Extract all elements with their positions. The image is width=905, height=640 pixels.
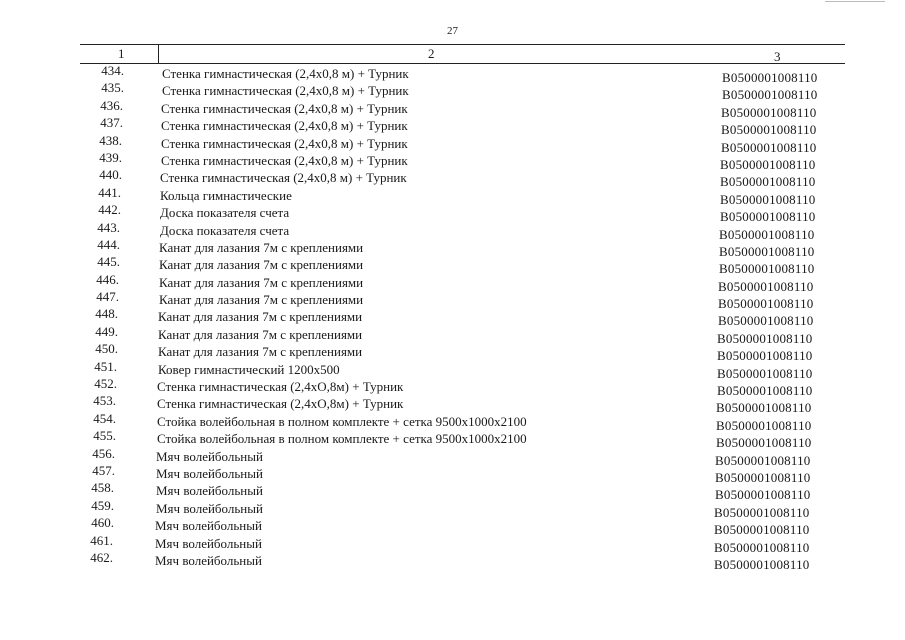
column-header-2: 2 — [428, 46, 435, 61]
row-number: 437. — [100, 115, 123, 131]
column-divider — [158, 45, 159, 63]
item-name: Мяч волейбольный — [156, 465, 263, 481]
table-row — [0, 79, 905, 103]
item-code: B0500001008110 — [715, 452, 811, 468]
table-row — [0, 219, 905, 242]
item-name: Мяч волейбольный — [155, 552, 262, 568]
column-header-3: 3 — [774, 49, 781, 64]
row-number: 434. — [101, 63, 124, 78]
item-name: Канат для лазания 7м с креплениями — [158, 309, 363, 325]
item-code: B0500001008110 — [720, 156, 816, 172]
table-row — [0, 253, 905, 277]
item-code: B0500001008110 — [721, 139, 817, 155]
row-number: 451. — [94, 358, 117, 374]
item-name: Стенка гимнастическая (2,4х0,8 м) + Турник — [161, 118, 408, 134]
table-row — [0, 305, 905, 329]
item-code: B0500001008110 — [717, 365, 813, 381]
row-number: 459. — [91, 497, 114, 513]
item-code: B0500001008110 — [719, 226, 815, 242]
item-name: Мяч волейбольный — [156, 483, 263, 499]
item-code: B0500001008110 — [718, 313, 814, 329]
table-row — [0, 149, 905, 172]
item-code: B0500001008110 — [714, 504, 810, 520]
table-row — [0, 549, 905, 572]
row-number: 460. — [91, 515, 114, 531]
item-name: Стенка гимнастическая (2,4хО,8м) + Турник — [157, 396, 404, 412]
row-number: 438. — [99, 132, 122, 148]
item-name: Канат для лазания 7м с креплениями — [158, 344, 363, 360]
item-code: B0500001008110 — [718, 296, 814, 312]
item-name: Мяч волейбольный — [156, 500, 263, 516]
row-number: 435. — [101, 80, 124, 96]
item-name: Стенка гимнастическая (2,4х0,8 м) + Турник — [160, 170, 407, 186]
row-number: 456. — [92, 445, 115, 461]
table-row — [0, 358, 905, 381]
table-body — [0, 62, 905, 572]
row-number: 448. — [95, 306, 118, 322]
table-row — [0, 132, 905, 155]
table-row — [0, 201, 905, 225]
item-code: B0500001008110 — [719, 261, 815, 277]
table-row — [0, 532, 905, 555]
table-row — [0, 236, 905, 259]
item-code: B0500001008110 — [720, 174, 816, 190]
item-name: Мяч волейбольный — [155, 535, 262, 551]
row-number: 439. — [99, 149, 122, 165]
table-header — [80, 44, 845, 64]
row-number: 452. — [94, 376, 117, 392]
item-code: B0500001008110 — [717, 383, 813, 399]
table-row — [0, 462, 905, 485]
row-number: 442. — [98, 202, 121, 218]
item-name: Ковер гимнастический 1200х500 — [158, 361, 340, 377]
item-name: Мяч волейбольный — [156, 448, 263, 464]
item-name: Стенка гимнастическая (2,4х0,8 м) + Турник — [162, 66, 409, 81]
table-row — [0, 184, 905, 207]
table-row — [0, 62, 905, 85]
item-name: Кольца гимнастические — [160, 187, 292, 203]
row-number: 447. — [96, 289, 119, 305]
item-code: B0500001008110 — [721, 104, 817, 120]
row-number: 458. — [91, 480, 114, 496]
scan-mark — [825, 1, 885, 2]
table-row — [0, 114, 905, 138]
item-name: Канат для лазания 7м с креплениями — [159, 292, 364, 308]
table-row — [0, 375, 905, 399]
table-row — [0, 445, 905, 468]
table-row — [0, 340, 905, 364]
row-number: 449. — [95, 323, 118, 339]
item-name: Доска показателя счета — [160, 205, 290, 221]
table-row — [0, 514, 905, 538]
item-name: Стенка гимнастическая (2,4хО,8м) + Турник — [157, 379, 404, 395]
item-name: Стенка гимнастическая (2,4х0,8 м) + Турник — [162, 83, 409, 99]
item-code: B0500001008110 — [718, 278, 814, 294]
item-code: B0500001008110 — [717, 348, 813, 364]
table-row — [0, 97, 905, 120]
item-name: Канат для лазания 7м с креплениями — [158, 326, 363, 342]
row-number: 445. — [97, 254, 120, 270]
table-row — [0, 323, 905, 346]
item-code: B0500001008110 — [714, 539, 810, 555]
item-code: B0500001008110 — [714, 522, 810, 538]
table-row — [0, 427, 905, 451]
table-row — [0, 497, 905, 520]
item-name: Мяч волейбольный — [155, 518, 262, 534]
item-code: B0500001008110 — [720, 209, 816, 225]
item-code: B0500001008110 — [716, 400, 812, 416]
row-number: 450. — [95, 341, 118, 357]
column-header-1: 1 — [118, 46, 125, 61]
table-row — [0, 479, 905, 503]
row-number: 436. — [100, 97, 123, 113]
item-code: B0500001008110 — [717, 330, 813, 346]
item-name: Стенка гимнастическая (2,4х0,8 м) + Турник — [161, 100, 408, 116]
row-number: 443. — [97, 219, 120, 235]
row-number: 446. — [96, 271, 119, 287]
item-name: Канат для лазания 7м с креплениями — [159, 274, 364, 290]
item-code: B0500001008110 — [714, 556, 810, 572]
item-name: Канат для лазания 7м с креплениями — [159, 239, 364, 255]
row-number: 444. — [97, 236, 120, 252]
row-number: 455. — [93, 428, 116, 444]
item-code: B0500001008110 — [720, 191, 816, 207]
item-code: B0500001008110 — [716, 435, 812, 451]
page-number: 27 — [447, 25, 458, 37]
table-row — [0, 410, 905, 433]
item-code: B0500001008110 — [716, 417, 812, 433]
row-number: 454. — [93, 410, 116, 426]
item-name: Стенка гимнастическая (2,4х0,8 м) + Турник — [161, 135, 408, 151]
table-row — [0, 271, 905, 294]
item-name: Доска показателя счета — [160, 222, 290, 238]
item-code: B0500001008110 — [715, 487, 811, 503]
item-name: Канат для лазания 7м с креплениями — [159, 257, 364, 273]
row-number: 440. — [99, 167, 122, 183]
item-name: Стойка волейбольная в полном комплекте + сетка 9500х1000х2100 — [157, 413, 527, 429]
table-row — [0, 288, 905, 312]
table-row — [0, 392, 905, 416]
row-number: 453. — [93, 393, 116, 409]
item-name: Стенка гимнастическая (2,4х0,8 м) + Турник — [161, 152, 408, 168]
row-number: 457. — [92, 462, 115, 478]
item-code: B0500001008110 — [721, 122, 817, 138]
row-number: 441. — [98, 184, 121, 200]
item-code: B0500001008110 — [715, 469, 811, 485]
item-code: B0500001008110 — [722, 70, 818, 85]
row-number: 461. — [90, 532, 113, 548]
table-row — [0, 166, 905, 190]
item-code: B0500001008110 — [722, 87, 818, 103]
item-code: B0500001008110 — [719, 243, 815, 259]
row-number: 462. — [90, 549, 113, 565]
item-name: Стойка волейбольная в полном комплекте + сетка 9500х1000х2100 — [157, 431, 527, 447]
